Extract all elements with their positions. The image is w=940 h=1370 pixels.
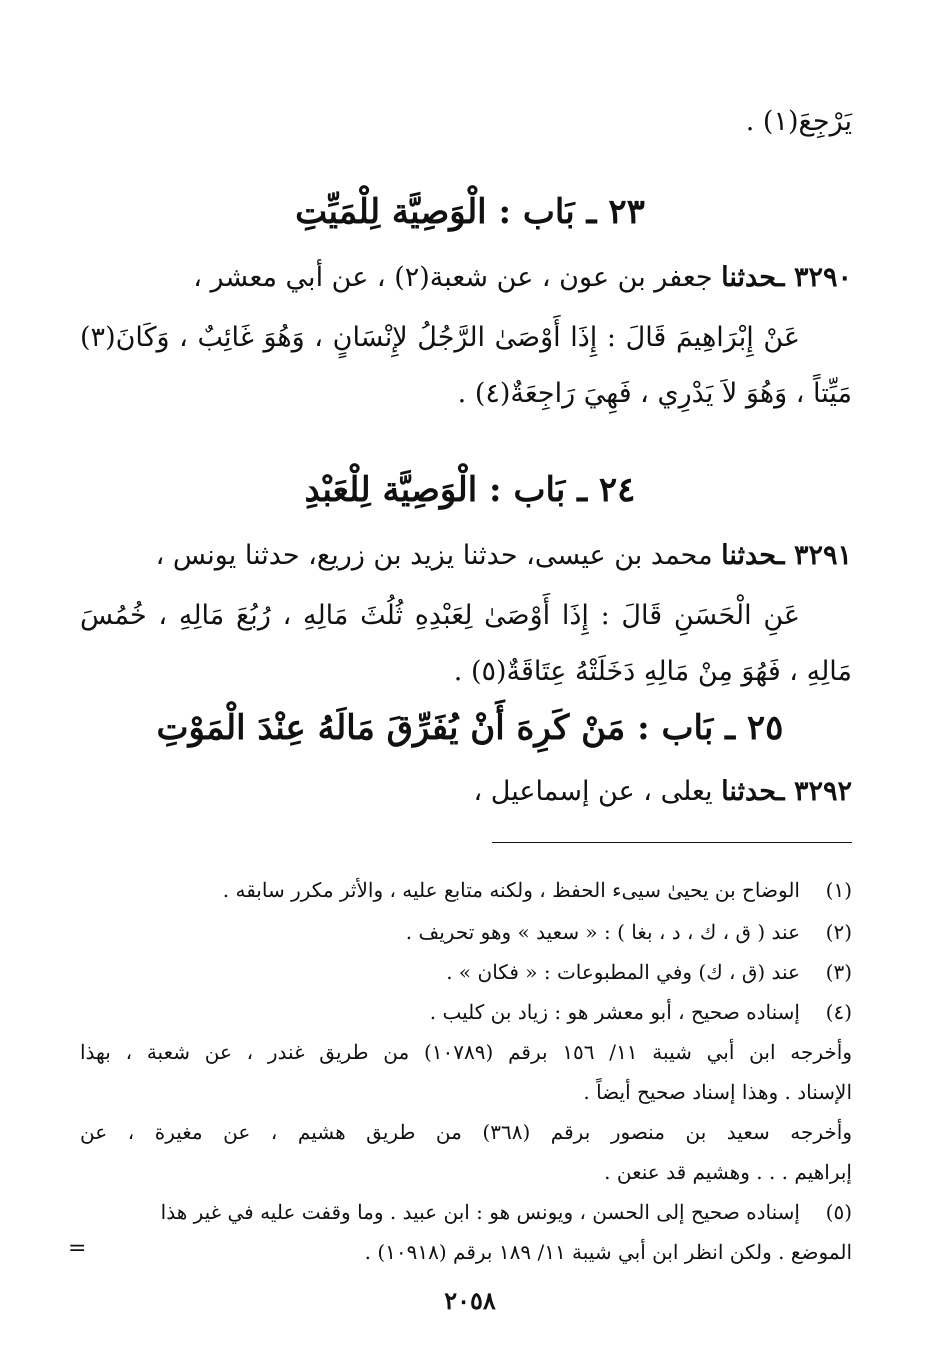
footnote-5 <box>80 1200 852 1224</box>
isnad-text: يعلى ، عن إسماعيل ، <box>473 776 713 807</box>
footnote-5-line: الموضع . ولكن انظر ابن أبي شيبة ١١/ ١٨٩ برقم (١٠٩١٨) . <box>364 1240 852 1264</box>
footnote-1 <box>80 878 852 902</box>
footnote-4-line: وأخرجه سعيد بن منصور برقم (٣٦٨) من طريق هشيم ، عن مغيرة ، عن <box>80 1120 852 1144</box>
hadith-isnad-3290 <box>80 262 852 293</box>
footnote-number: (٥) <box>825 1200 852 1224</box>
top-continuation: يَرْجِعَ(١) . <box>745 106 852 137</box>
footnote-3 <box>80 960 852 984</box>
footnote-separator <box>492 842 852 843</box>
chapter-heading-24: ٢٤ ـ بَاب : الْوَصِيَّة لِلْعَبْدِ <box>304 470 636 510</box>
isnad-lead: حدثنا <box>721 262 777 293</box>
footnote-number: (٣) <box>825 960 852 984</box>
isnad-text: محمد بن عيسى، حدثنا يزيد بن زريع، حدثنا يونس ، <box>155 540 713 571</box>
hadith-number: ٣٢٩٠ ـ <box>776 262 852 293</box>
footnote-text: عند ( ق ، ك ، د ، بغا ) : « سعيد » وهو تحريف . <box>405 920 800 944</box>
isnad-lead: حدثنا <box>721 540 777 571</box>
footnote-number: (١) <box>825 878 852 902</box>
footnote-4-line: الإسناد . وهذا إسناد صحيح أيضاً . <box>583 1080 852 1104</box>
page-number: ٢٠٥٨ <box>444 1286 496 1315</box>
hadith-number: ٣٢٩٢ ـ <box>776 776 852 807</box>
footnote-2 <box>80 920 852 944</box>
chapter-heading-23: ٢٣ ـ بَاب : الْوَصِيَّة لِلْمَيِّتِ <box>295 192 645 232</box>
continuation-mark: = <box>68 1236 87 1261</box>
footnote-text: عند (ق ، ك) وفي المطبوعات : « فكان » . <box>446 960 800 984</box>
hadith-number: ٣٢٩١ ـ <box>776 540 852 571</box>
isnad-text: جعفر بن عون ، عن شعبة(٢) ، عن أبي معشر ، <box>193 262 713 293</box>
footnote-number: (٢) <box>825 920 852 944</box>
chapter-heading-25: ٢٥ ـ بَاب : مَنْ كَرِهَ أَنْ يُفَرِّقَ مَالَهُ عِنْدَ الْمَوْتِ <box>156 708 784 748</box>
footnote-number: (٤) <box>825 1000 852 1024</box>
hadith-text-line: مَيِّتاً ، وَهُوَ لاَ يَدْرِي ، فَهِيَ رَاجِعَةٌ(٤) . <box>457 378 852 409</box>
footnote-4-line: وأخرجه ابن أبي شيبة ١١/ ١٥٦ برقم (١٠٧٨٩) من طريق غندر ، عن شعبة ، بهذا <box>80 1040 852 1064</box>
hadith-text-line: مَالِهِ ، فَهُوَ مِنْ مَالِهِ دَخَلَتْهُ عِتَاقَةٌ(٥) . <box>453 656 852 687</box>
footnote-text: إسناده صحيح إلى الحسن ، ويونس هو : ابن عبيد . وما وقفت عليه في غير هذا <box>160 1200 800 1224</box>
footnote-4 <box>80 1000 852 1024</box>
isnad-lead: حدثنا <box>721 776 777 807</box>
hadith-isnad-3291 <box>80 540 852 571</box>
hadith-text-line: عَنْ إِبْرَاهِيمَ قَالَ : إِذَا أَوْصَىٰ الرَّجُلُ لإِنْسَانٍ ، وَهُوَ غَائِبٌ ، وَكَانَ(٣) <box>80 322 800 353</box>
footnote-4-line: إبراهيم . . . وهشيم قد عنعن . <box>604 1160 852 1184</box>
footnote-text: إسناده صحيح ، أبو معشر هو : زياد بن كليب . <box>429 1000 800 1024</box>
hadith-isnad-3292 <box>80 776 852 807</box>
hadith-text-line: عَنِ الْحَسَنِ قَالَ : إِذَا أَوْصَىٰ لِعَبْدِهِ ثُلُثَ مَالِهِ ، رُبُعَ مَالِهِ ، خُمُسَ <box>80 600 800 631</box>
footnote-text: الوضاح بن يحيىٰ سيىء الحفظ ، ولكنه متابع عليه ، والأثر مكرر سابقه . <box>222 878 800 902</box>
